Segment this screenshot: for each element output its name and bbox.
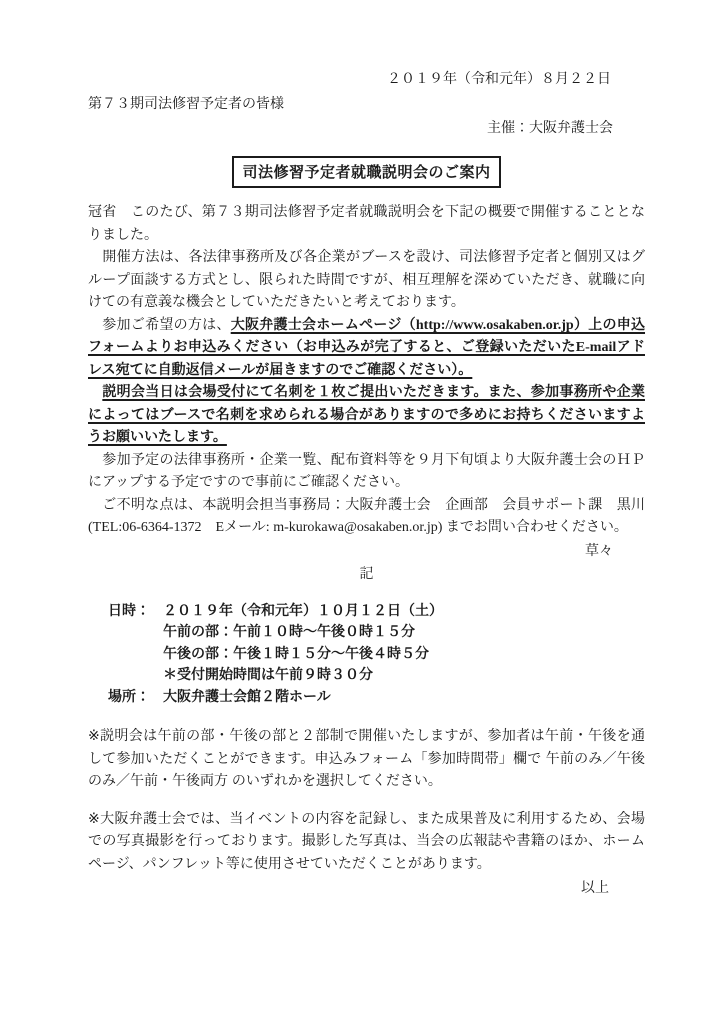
detail-reception-note: ＊受付開始時間は午前９時３０分 [163,666,373,682]
place-value: 大阪弁護士会館２階ホール [163,687,331,704]
end-marker: 以上 [581,879,609,895]
note-photography: ※大阪弁護士会では、当イベントの内容を記録し、また成果普及に利用するため、会場での写真撮影を行っております。撮影した写真は、当会の広報誌や書籍のほか、ホームページ、パンフレット等に使用させていただくことがあります。 [88,809,645,871]
notes-section [88,724,645,874]
datetime-label: 日時： [108,601,150,618]
title-container [88,156,645,188]
detail-morning-session: 午前の部：午前１０時～午後０時１５分 [163,623,415,639]
paragraph-format: 開催方法は、各法律事務所及び各企業がブースを設け、司法修習予定者と個別又はグループ面談する方式とし、限られた時間ですが、相互理解を深めていただき、就職に向けての有意義な機会としていただきたいと考えております。 [88,250,645,310]
datetime-value: ２０１９年（令和元年）１０月１２日（土） [163,601,443,618]
note-two-sessions: ※説明会は午前の部・午後の部と２部制で開催いたしますが、参加者は午前・午後を通して参加いただくことができます。申込みフォーム「参加時間帯」欄で 午前のみ／午後のみ／午前・午後両方 のいずれかを選択してください。 [88,727,645,788]
detail-afternoon-session: 午後の部：午後１時１５分～午後４時５分 [163,644,429,661]
document-title: 司法修習予定者就職説明会のご案内 [232,156,500,188]
detail-datetime [108,600,645,622]
paragraph-apply-emphasis: 大阪弁護士会ホームページ（http://www.osakaben.or.jp）上の申込フォームよりお申込みください（お申込みが完了すると、ご登録いただいたE-mailアドレス宛てに自動返信メールが届きますのでご確認ください）。 [88,317,646,378]
paragraph-contact: ご不明な点は、本説明会担当事務局：大阪弁護士会 企画部 会員サポート課 黒川 (TEL:06-6364-1372 Eメール: m-kurokawa@osakaben.or.jp) までお問い合わせください。 [88,497,645,535]
paragraph-card-emphasis: 説明会当日は会場受付にて名刺を１枚ご提出いただきます。また、参加事務所や企業によってはブースで名刺を求められる場合がありますので多めにお持ちくださいますようお願いいたします。 [88,385,645,445]
record-marker: 記 [359,566,374,582]
recipient-line: 第７３期司法修習予定者の皆様 [88,97,284,112]
letter-body [88,202,645,540]
event-details [108,600,645,708]
place-label: 場所： [108,687,150,704]
paragraph-participant-list: 参加予定の法律事務所・企業一覧、配布資料等を９月下旬頃より大阪弁護士会のＨＰにアップする予定ですので事前にご確認ください。 [88,452,645,490]
organizer-line: 主催：大阪弁護士会 [487,121,613,136]
paragraph-opening: 冠省 このたび、第７３期司法修習予定者就職説明会を下記の概要で開催することとなりました。 [88,205,645,243]
closing-salutation: 草々 [585,543,613,559]
paragraph-card-indent [88,385,102,400]
paragraph-apply-plain: 参加ご希望の方は、 [88,317,231,333]
detail-place [108,686,645,708]
paragraph-apply [88,315,645,383]
document-date: ２０１９年（令和元年）８月２２日 [387,72,611,87]
paragraph-business-card [88,382,645,450]
